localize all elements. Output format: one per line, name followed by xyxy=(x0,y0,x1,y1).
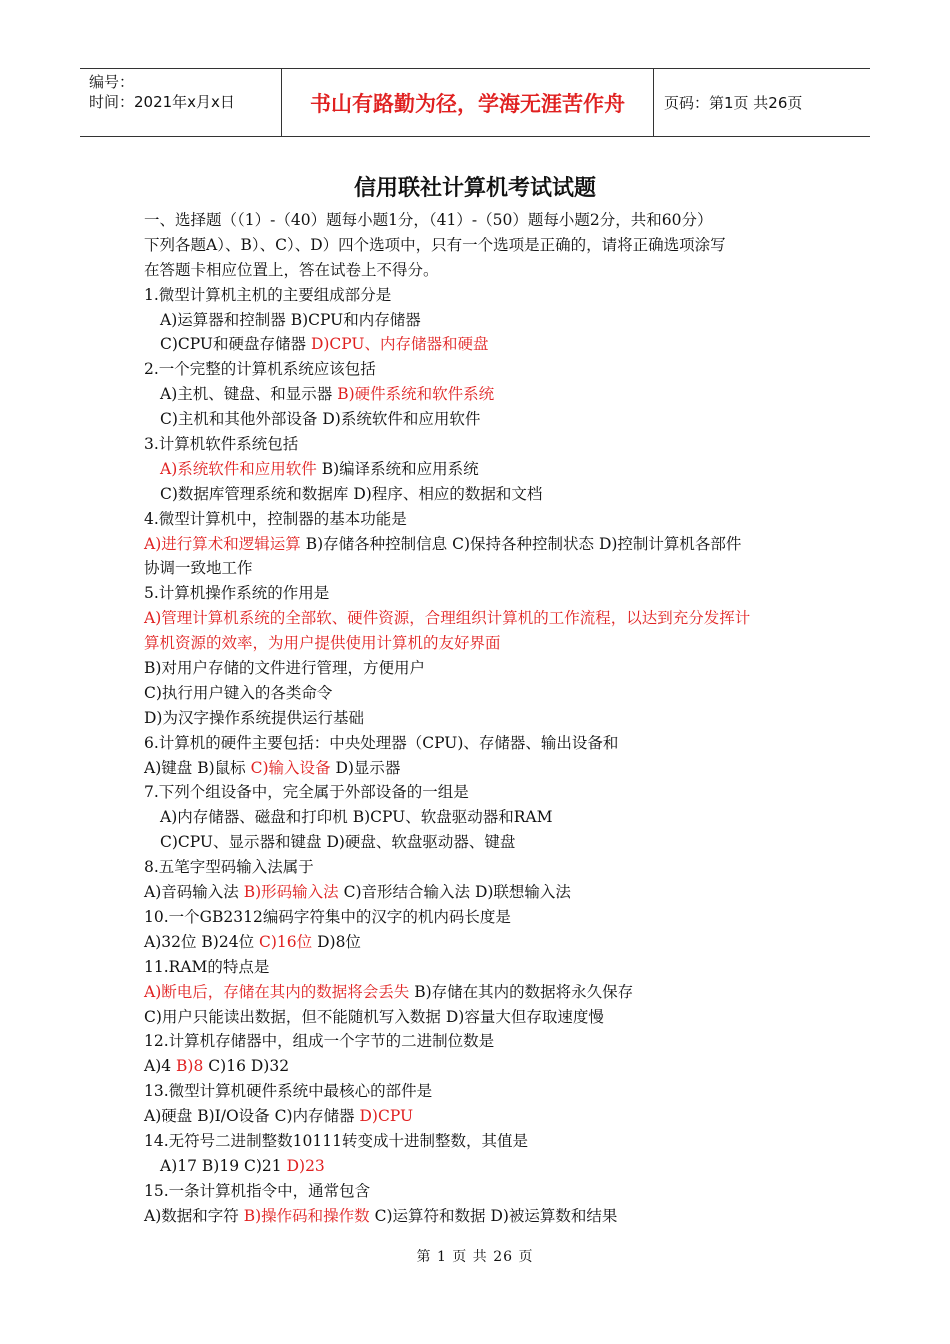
number-label: 编号： xyxy=(89,73,135,91)
option: B)鼠标 xyxy=(197,758,246,777)
correct-answer: B)形码输入法 xyxy=(243,883,339,902)
option: A)键盘 xyxy=(144,758,193,777)
option-line xyxy=(144,457,814,482)
time-label: 时间：2021年x月x日 xyxy=(89,93,235,111)
header-page-info: 页码：第1页 共26页 xyxy=(664,94,803,112)
correct-answer: C)16位 xyxy=(259,932,313,951)
question-stem: 2.一个完整的计算机系统应该包括 xyxy=(144,360,376,379)
question-stem: 14.无符号二进制整数10111转变成十进制整数，其值是 xyxy=(144,1131,528,1150)
correct-answer: A)系统软件和应用软件 xyxy=(160,459,317,478)
question-stem: 3.计算机软件系统包括 xyxy=(144,435,299,454)
option: D)32 xyxy=(250,1057,290,1076)
option-line xyxy=(144,1154,814,1179)
option: D)容量大但存取速度慢 xyxy=(445,1007,604,1026)
option-line: C)执行用户键入的各类命令 xyxy=(144,683,333,702)
question-stem: 13.微型计算机硬件系统中最核心的部件是 xyxy=(144,1082,433,1101)
question-stem: 5.计算机操作系统的作用是 xyxy=(144,584,330,603)
correct-answer: D)23 xyxy=(286,1156,325,1175)
option: D)系统软件和应用软件 xyxy=(322,410,481,429)
option-line xyxy=(144,805,814,830)
option: A)32位 xyxy=(144,932,197,951)
option: C)音形结合输入法 xyxy=(343,883,470,902)
option: A)音码输入法 xyxy=(144,883,239,902)
option: B)存储各种控制信息 xyxy=(305,534,448,553)
option: B)CPU和内存储器 xyxy=(290,310,421,329)
option: C)16 xyxy=(208,1057,246,1076)
option-line xyxy=(144,1104,814,1129)
option-line xyxy=(144,532,814,557)
option: C)运算符和数据 xyxy=(374,1206,486,1225)
option: D)硬盘、软盘驱动器、键盘 xyxy=(326,833,516,852)
correct-answer: B)硬件系统和软件系统 xyxy=(337,385,495,404)
option: C)保持各种控制状态 xyxy=(452,534,594,553)
option: C)CPU和硬盘存储器 xyxy=(160,335,306,354)
page-title: 信用联社计算机考试试题 xyxy=(353,176,596,201)
option-line xyxy=(144,756,814,781)
option-line xyxy=(144,930,814,955)
intro-line: 在答题卡相应位置上，答在试卷上不得分。 xyxy=(144,260,439,279)
correct-answer: A)管理计算机系统的全部软、硬件资源，合理组织计算机的工作流程，以达到充分发挥计 xyxy=(144,609,751,628)
correct-answer: A)进行算术和逻辑运算 xyxy=(144,534,301,553)
option-line xyxy=(144,880,814,905)
option: D)联想输入法 xyxy=(474,883,571,902)
option: D)被运算数和结果 xyxy=(490,1206,618,1225)
option: D)控制计算机各部件 xyxy=(598,534,742,553)
option: A)硬盘 xyxy=(144,1107,193,1126)
option-line xyxy=(144,308,814,333)
question-stem: 1.微型计算机主机的主要组成部分是 xyxy=(144,285,392,304)
question-stem: 11.RAM的特点是 xyxy=(144,957,270,976)
intro-line: 下列各题A）、B）、C）、D）四个选项中，只有一个选项是正确的，请将正确选项涂写 xyxy=(144,235,726,254)
question-stem: 8.五笔字型码输入法属于 xyxy=(144,858,314,877)
option: C)21 xyxy=(244,1156,282,1175)
correct-answer: D)CPU、内存储器和硬盘 xyxy=(310,335,489,354)
correct-answer: A)断电后，存储在其内的数据将会丢失 xyxy=(144,982,410,1001)
question-stem: 6.计算机的硬件主要包括：中央处理器（CPU)、存储器、输出设备和 xyxy=(144,733,619,752)
correct-answer: D)CPU xyxy=(359,1107,414,1126)
option-line xyxy=(144,482,814,507)
option-line xyxy=(144,382,814,407)
option-continuation: 协调一致地工作 xyxy=(144,559,253,578)
question-stem: 12.计算机存储器中，组成一个字节的二进制位数是 xyxy=(144,1032,495,1051)
correct-answer: B)8 xyxy=(176,1057,204,1076)
option: B)I/O设备 xyxy=(197,1107,270,1126)
option: C)CPU、显示器和键盘 xyxy=(160,833,322,852)
question-stem: 4.微型计算机中，控制器的基本功能是 xyxy=(144,509,407,528)
option-line xyxy=(144,830,814,855)
option: C)主机和其他外部设备 xyxy=(160,410,318,429)
option-line xyxy=(144,1204,814,1229)
option-line xyxy=(144,332,814,357)
option: B)19 xyxy=(201,1156,240,1175)
option: D)显示器 xyxy=(335,758,401,777)
option: A)数据和字符 xyxy=(144,1206,239,1225)
option: B)存储在其内的数据将永久保存 xyxy=(414,982,634,1001)
correct-answer: C)输入设备 xyxy=(250,758,331,777)
correct-answer-continuation: 算机资源的效率，为用户提供使用计算机的友好界面 xyxy=(144,634,501,653)
correct-answer: B)操作码和操作数 xyxy=(243,1206,370,1225)
page-header xyxy=(80,68,870,137)
question-stem: 7.下列个组设备中，完全属于外部设备的一组是 xyxy=(144,783,469,802)
option-line xyxy=(144,1054,814,1079)
intro-line: 一、选择题（（1）-（40）题每小题1分，（41）-（50）题每小题2分，共和60分） xyxy=(144,211,713,229)
option: C)内存储器 xyxy=(274,1107,355,1126)
option-line xyxy=(144,407,814,432)
option: A)运算器和控制器 xyxy=(160,310,286,329)
option: A)17 xyxy=(160,1156,197,1175)
option: C)用户只能读出数据，但不能随机写入数据 xyxy=(144,1007,441,1026)
option-line xyxy=(144,1005,814,1030)
question-stem: 10.一个GB2312编码字符集中的汉字的机内码长度是 xyxy=(144,907,511,926)
page-footer: 第 1 页 共 26 页 xyxy=(416,1249,534,1265)
option: D)8位 xyxy=(317,932,361,951)
header-meta xyxy=(80,69,282,136)
option: B)编译系统和应用系统 xyxy=(321,459,479,478)
option: A)内存储器、磁盘和打印机 xyxy=(160,808,348,827)
option: B)CPU、软盘驱动器和RAM xyxy=(352,808,553,827)
option: C)数据库管理系统和数据库 xyxy=(160,484,349,503)
option-line: D)为汉字操作系统提供运行基础 xyxy=(144,708,364,727)
header-motto: 书山有路勤为径，学海无涯苦作舟 xyxy=(282,69,654,136)
option: B)24位 xyxy=(201,932,255,951)
question-stem: 15.一条计算机指令中，通常包含 xyxy=(144,1181,371,1200)
option: D)程序、相应的数据和文档 xyxy=(353,484,543,503)
document-body xyxy=(144,208,814,1229)
option: A)主机、键盘、和显示器 xyxy=(160,385,333,404)
option-line: B)对用户存储的文件进行管理，方便用户 xyxy=(144,659,425,678)
option: A)4 xyxy=(144,1057,172,1076)
option-line xyxy=(144,980,814,1005)
